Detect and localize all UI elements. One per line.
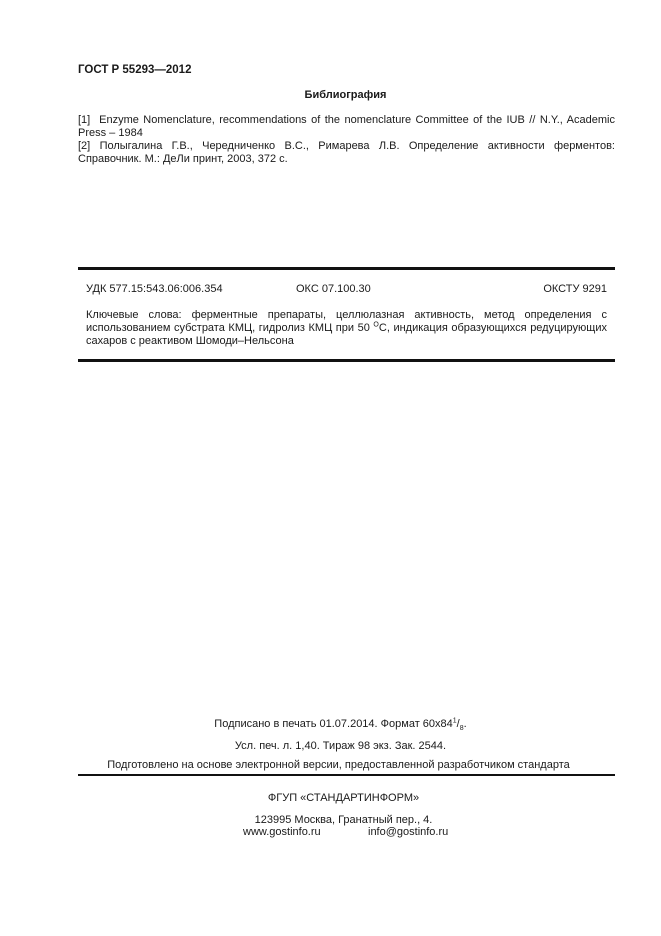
prepared-note: Подготовлено на основе электронной версии, предоставленной разработчиком стандарта (107, 759, 570, 771)
publisher-email[interactable]: info@gostinfo.ru (368, 826, 449, 838)
keywords-part-1: Ключевые слова: ферментные препараты, целлюлазная активность, метод определения с использованием субстрата КМЦ, гидролиз КМЦ при 50 (86, 309, 607, 334)
classification-row (86, 283, 607, 295)
okstu-code: ОКСТУ 9291 (543, 283, 607, 295)
signed-suffix: . (463, 718, 467, 730)
format-subscript: 8 (459, 725, 464, 733)
degree-superscript: О (373, 321, 379, 329)
signed-text: Подписано в печать 01.07.2014. Формат 60х84 (214, 718, 453, 730)
keywords-box-bottom-rule (78, 359, 615, 362)
footer-rule (78, 774, 615, 776)
udk-code: УДК 577.15:543.06:006.354 (86, 283, 223, 295)
keywords-part-2: С, индикация образующихся редуцирующих сахаров с реактивом Шомоди–Нельсона (86, 322, 607, 347)
format-superscript: 1 (452, 717, 457, 725)
keywords-box-top-rule (78, 267, 615, 270)
print-details: Усл. печ. л. 1,40. Тираж 98 экз. Зак. 2544. (234, 740, 447, 752)
bibliography-title: Библиография (304, 89, 387, 101)
signed-to-print (0, 717, 661, 733)
oks-code: ОКС 07.100.30 (296, 283, 371, 295)
reference-text: Полыгалина Г.В., Чередниченко В.С., Римарева Л.В. Определение активности ферментов: Справочник. М.: ДеЛи принт, 2003, 372 с. (78, 140, 615, 165)
reference-item (78, 140, 615, 166)
document-code: ГОСТ Р 55293—2012 (78, 64, 192, 76)
publisher-website[interactable]: www.gostinfo.ru (243, 826, 321, 838)
reference-item (78, 114, 615, 140)
reference-number: [1] (78, 114, 91, 126)
format-slash: / (456, 718, 460, 730)
keywords-text (86, 309, 607, 348)
reference-text: Enzyme Nomenclature, recommendations of the nomenclature Committee of the IUB // N.Y., Academic Press – 1984 (78, 114, 615, 139)
reference-number: [2] (78, 140, 91, 152)
publisher-name: ФГУП «СТАНДАРТИНФОРМ» (267, 792, 420, 804)
publisher-address: 123995 Москва, Гранатный пер., 4. (254, 814, 433, 826)
